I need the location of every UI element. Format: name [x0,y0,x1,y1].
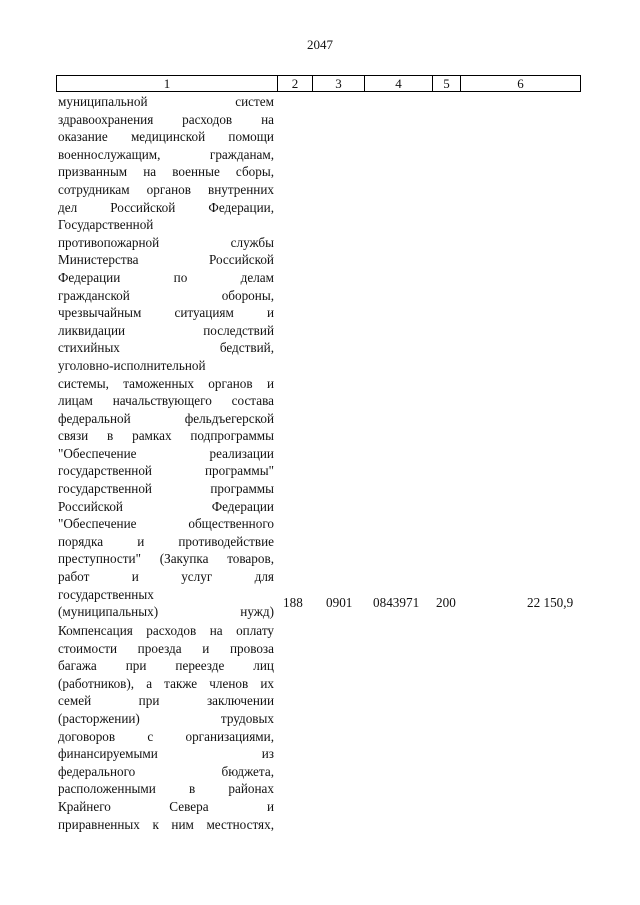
column-header-4: 4 [365,76,433,92]
table-row-1-col6: 22 150,9 [527,595,574,610]
column-header-1: 1 [57,76,278,92]
name-line: военнослужащим, гражданам, [58,146,274,162]
name-line: "Обеспечение реализации [58,445,274,461]
name-line: здравоохранения расходов на [58,111,274,127]
name-line: чрезвычайным ситуациям и [58,305,274,321]
name-line: порядка и противодействие [58,533,274,549]
name-line: багажа при переезде лиц [58,658,274,674]
name-line: (муниципальных) нужд) [58,604,274,620]
name-line: Крайнего Севера и [58,798,274,814]
name-line: "Обеспечение общественного [58,516,274,532]
column-header-5: 5 [433,76,461,92]
name-line: Российской Федерации [58,498,274,514]
name-line: сотрудникам органов внутренних [58,181,274,197]
name-line: призванным на военные сборы, [58,164,274,180]
name-line: государственной программы" [58,463,274,479]
name-line: уголовно-исполнительной [58,357,206,373]
table-row-2-name [58,622,274,833]
name-line: противопожарной службы [58,234,274,250]
name-line: Федерации по делам [58,269,274,285]
name-line: федерального бюджета, [58,763,274,779]
name-line: связи в рамках подпрограммы [58,428,274,444]
name-line: финансируемыми из [58,746,274,762]
name-line: федеральной фельдъегерской [58,410,274,426]
table-row-1-col3: 0901 [326,595,353,610]
table-row-1-col4: 0843971 [373,595,420,610]
column-header-3: 3 [313,76,365,92]
name-line: системы, таможенных органов и [58,375,274,391]
name-line: оказание медицинской помощи [58,129,274,145]
name-line: договоров с организациями, [58,728,274,744]
name-line: преступности" (Закупка товаров, [58,551,274,567]
name-line: семей при заключении [58,693,274,709]
name-line: государственной программы [58,481,274,497]
column-header-table [56,75,581,92]
table-row-1-col5: 200 [436,595,456,610]
name-line: приравненных к ним местностях, [58,816,274,832]
column-header-2: 2 [278,76,313,92]
name-line: работ и услуг для [58,569,274,585]
table-row-1-name [58,93,274,621]
name-line: стихийных бедствий, [58,340,274,356]
column-header-6: 6 [461,76,581,92]
name-line: дел Российской Федерации, [58,199,274,215]
name-line: Государственной [58,217,154,233]
name-line: Компенсация расходов на оплату [58,623,274,638]
name-line: ликвидации последствий [58,322,274,338]
name-line: расположенными в районах [58,781,274,797]
table-row-1-col2: 188 [283,595,303,610]
name-line: гражданской обороны, [58,287,274,303]
name-line: муниципальной систем [58,94,274,109]
name-line: (работников), а также членов их [58,675,274,691]
name-line: Министерства Российской [58,252,274,268]
name-line: (расторжении) трудовых [58,710,274,726]
name-line: государственных [58,586,154,602]
column-header-row [57,76,581,92]
name-line: стоимости проезда и провоза [58,640,274,656]
name-line: лицам начальствующего состава [58,393,274,409]
page-number: 2047 [307,37,333,52]
